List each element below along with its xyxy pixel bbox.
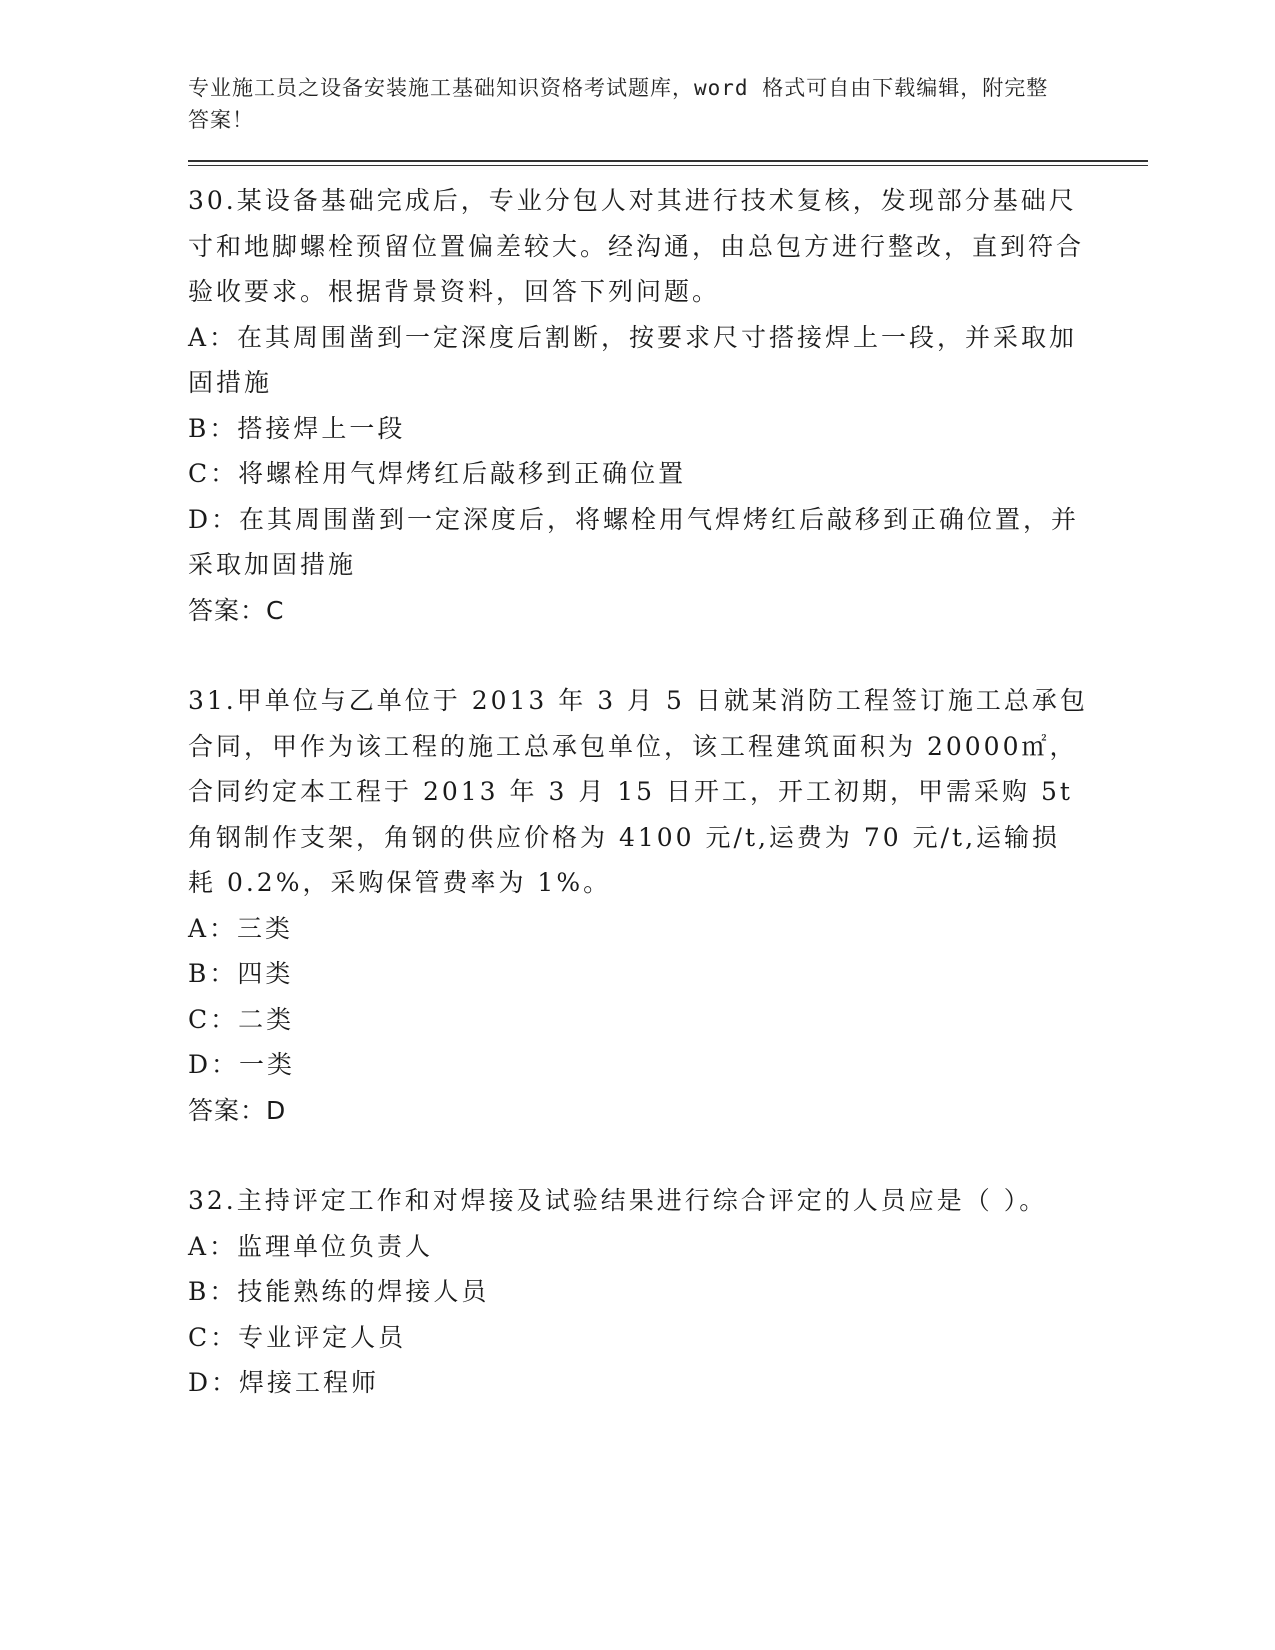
option-a: A：监理单位负责人 <box>188 1231 434 1261</box>
answer-label: 答案：D <box>188 1095 287 1125</box>
option-c: C：将螺栓用气焊烤红后敲移到正确位置 <box>188 459 687 488</box>
question-30 <box>188 178 1088 633</box>
option-b: B：技能熟练的焊接人员 <box>188 1277 490 1306</box>
question-stem: 30.某设备基础完成后，专业分包人对其进行技术复核，发现部分基础尺寸和地脚螺栓预留位置偏差较大。经沟通，由总包方进行整改，直到符合验收要求。根据背景资料，回答下列问题。 <box>188 186 1085 306</box>
option-b: B：搭接焊上一段 <box>188 413 406 443</box>
option-b: B：四类 <box>188 959 294 988</box>
answer-label: 答案：C <box>188 595 285 625</box>
header-divider <box>188 160 1148 166</box>
option-a: A：在其周围凿到一定深度后割断，按要求尺寸搭接焊上一段，并采取加固措施 <box>188 322 1078 397</box>
option-d: D：焊接工程师 <box>188 1368 380 1397</box>
question-stem: 32.主持评定工作和对焊接及试验结果进行综合评定的人员应是（ ）。 <box>188 1186 1048 1215</box>
document-header: 专业施工员之设备安装施工基础知识资格考试题库，word 格式可自由下载编辑，附完整答案！ <box>188 76 1049 132</box>
option-c: C：专业评定人员 <box>188 1322 407 1352</box>
option-d: D：在其周围凿到一定深度后，将螺栓用气焊烤红后敲移到正确位置，并采取加固措施 <box>188 504 1080 579</box>
question-32 <box>188 1178 1088 1406</box>
option-c: C：二类 <box>188 1004 295 1034</box>
question-31 <box>188 678 1088 1133</box>
option-d: D：一类 <box>188 1050 296 1079</box>
document-page <box>188 72 1148 1451</box>
question-list <box>188 178 1088 1406</box>
question-stem: 31.甲单位与乙单位于 2013 年 3 月 5 日就某消防工程签订施工总承包合同，甲作为该工程的施工总承包单位，该工程建筑面积为 20000㎡，合同约定本工程于 2013 年 3 月 15 日开工，开工初期，甲需采购 5t 角钢制作支架，角钢的供应价格为 4100 元/t,运费为 70 元/t,运输损耗 0.2%，采购保管费率为 1%。 <box>188 686 1088 897</box>
option-a: A：三类 <box>188 913 294 943</box>
